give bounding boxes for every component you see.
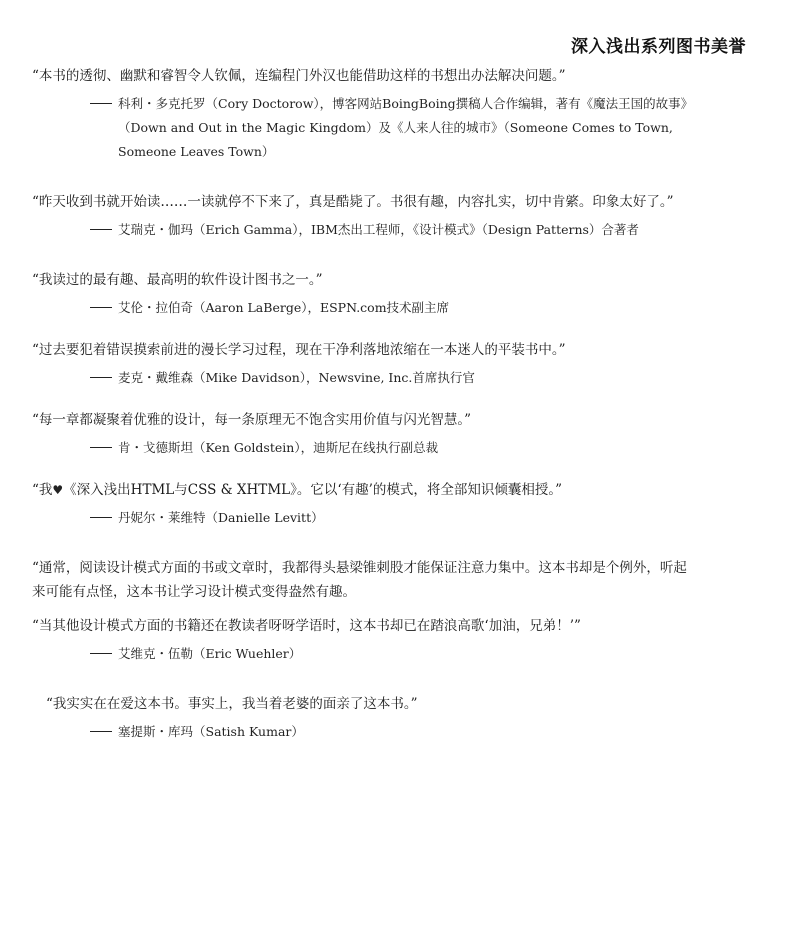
em-dash [90, 731, 112, 732]
quote-text: “本书的透彻、幽默和睿智令人钦佩，连编程门外汉也能借助这样的书想出办法解决问题。” [32, 68, 566, 84]
quote-item [32, 190, 692, 242]
quote-item [32, 556, 692, 604]
attribution-text: 科利・多克托罗（Cory Doctorow），博客网站BoingBoing撰稿人合作编辑，著有《魔法王国的故事》（Down and Out in the Magic Kingdom）及《人来人往的城市》（Someone Comes to Town, Someone Leaves Town） [118, 96, 687, 159]
quote-item [32, 408, 692, 460]
quote-attribution [90, 642, 692, 666]
quote-text: “通常，阅读设计模式方面的书或文章时，我都得头悬梁锥刺股才能保证注意力集中。这本书却是个例外，听起来可能有点怪，这本书让学习设计模式变得盎然有趣。 [32, 560, 687, 600]
quote-attribution [90, 218, 692, 242]
quote-body: 《深入浅出HTML与CSS & XHTML》。它以‘有趣’的模式，将全部知识倾囊相授。” [63, 482, 563, 498]
attribution-text: 塞提斯・库玛（Satish Kumar） [118, 724, 304, 739]
quote-item [32, 614, 692, 666]
quote-item [32, 692, 692, 744]
quote-text: “当其他设计模式方面的书籍还在教读者呀呀学语时，这本书却已在踏浪高歌‘加油，兄弟！’” [32, 618, 581, 634]
quote-attribution [90, 92, 692, 164]
quote-item [32, 338, 692, 390]
em-dash [90, 229, 112, 230]
quote-item [32, 64, 692, 164]
quote-attribution [90, 366, 692, 390]
em-dash [90, 517, 112, 518]
heart-icon: ♥ [52, 483, 64, 497]
attribution-text: 肯・戈德斯坦（Ken Goldstein），迪斯尼在线执行副总裁 [118, 440, 439, 455]
quote-prefix: “我 [32, 482, 53, 498]
quote-attribution [90, 720, 692, 744]
page-heading: 深入浅出系列图书美誉 [571, 37, 746, 57]
quote-attribution [90, 296, 692, 320]
em-dash [90, 103, 112, 104]
quote-attribution [90, 436, 692, 460]
quote-item [32, 268, 692, 320]
em-dash [90, 307, 112, 308]
attribution-text: 艾瑞克・伽玛（Erich Gamma），IBM杰出工程师，《设计模式》（Design Patterns）合著者 [118, 222, 639, 237]
quote-text [32, 478, 692, 502]
attribution-text: 艾维克・伍勒（Eric Wuehler） [118, 646, 302, 661]
attribution-text: 麦克・戴维森（Mike Davidson），Newsvine, Inc.首席执行官 [118, 370, 475, 385]
quote-item [32, 478, 692, 530]
quote-text: “昨天收到书就开始读……一读就停不下来了，真是酷毙了。书很有趣，内容扎实，切中肯綮。印象太好了。” [32, 194, 674, 210]
quote-text: “我读过的最有趣、最高明的软件设计图书之一。” [32, 272, 323, 288]
attribution-text: 艾伦・拉伯奇（Aaron LaBerge），ESPN.com技术副主席 [118, 300, 450, 315]
attribution-text: 丹妮尔・莱维特（Danielle Levitt） [118, 510, 324, 525]
quotes-list [32, 64, 692, 744]
em-dash [90, 377, 112, 378]
em-dash [90, 653, 112, 654]
quote-text: “每一章都凝聚着优雅的设计，每一条原理无不饱含实用价值与闪光智慧。” [32, 412, 472, 428]
em-dash [90, 447, 112, 448]
quote-text: “我实实在在爱这本书。事实上，我当着老婆的面亲了这本书。” [46, 696, 418, 712]
quote-attribution [90, 506, 692, 530]
quote-text: “过去要犯着错误摸索前进的漫长学习过程，现在干净利落地浓缩在一本迷人的平装书中。” [32, 342, 566, 358]
